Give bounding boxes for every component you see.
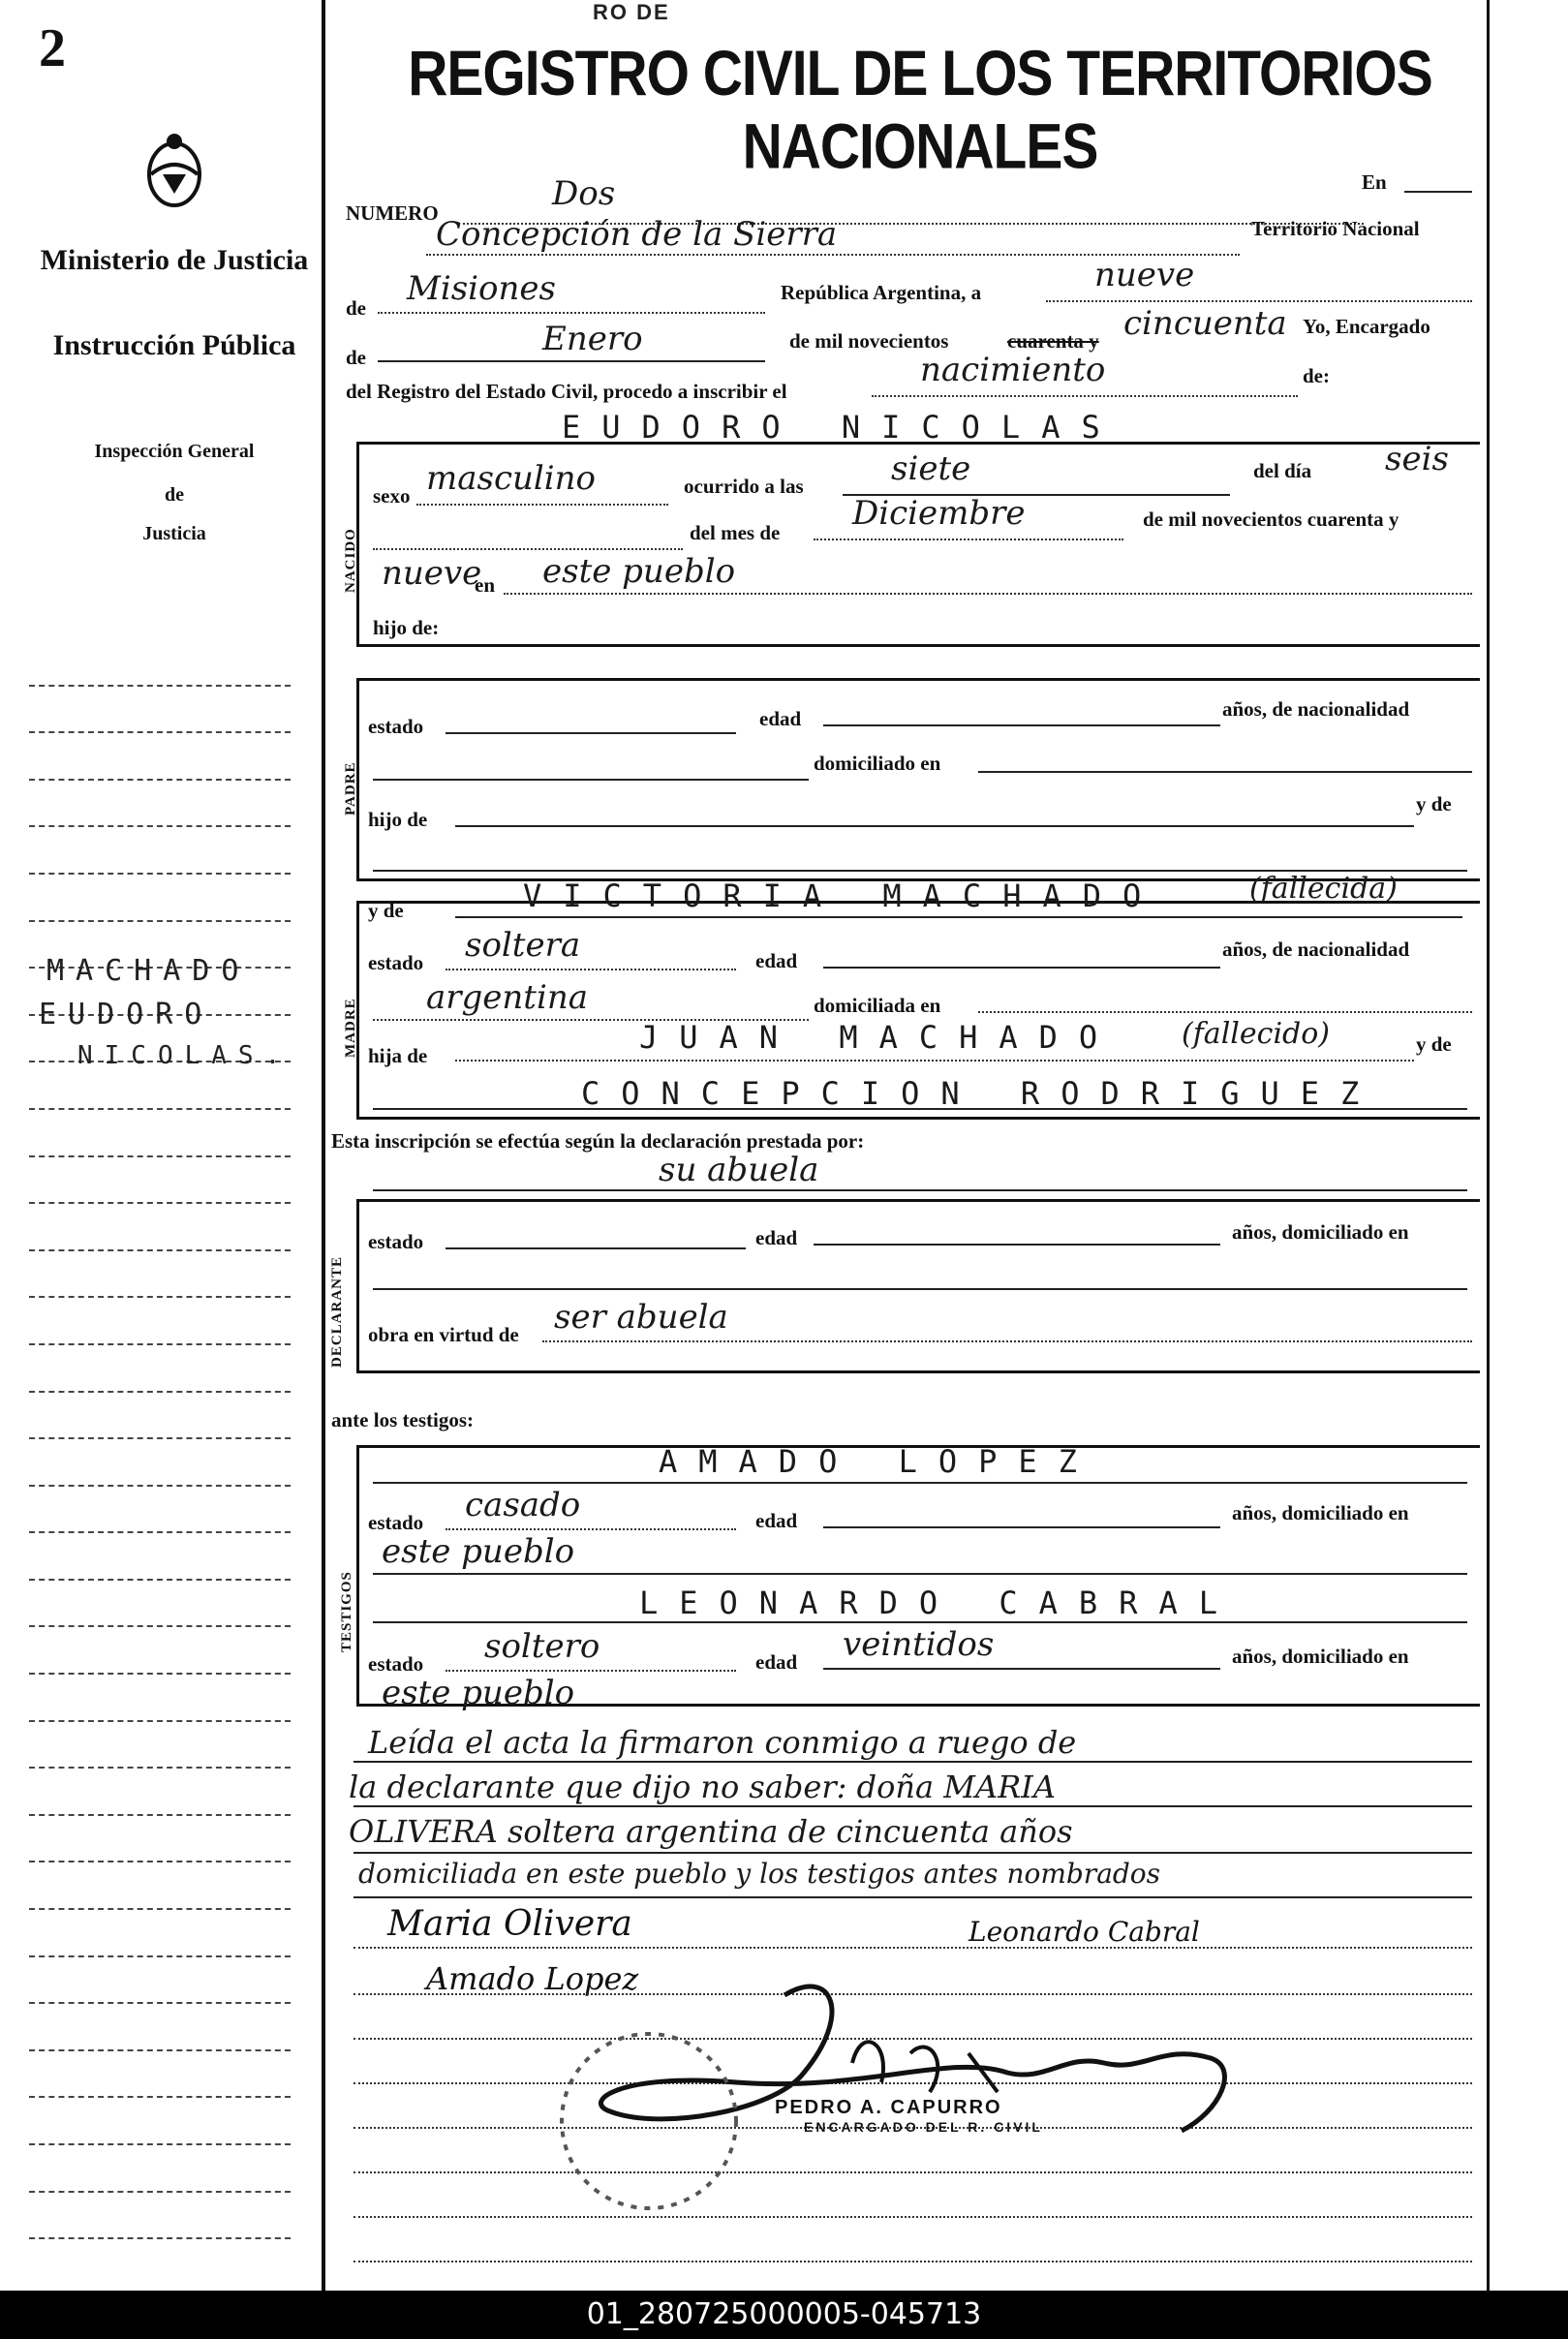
ministry-line-5: Justicia [142, 523, 206, 544]
official-title: ENCARGADO DEL R. CIVIL [804, 2119, 1043, 2135]
top-stamp: RO DE [593, 0, 670, 24]
madre-hija-label: hija de [368, 1044, 428, 1067]
nacido-section-label: NACIDO [343, 528, 358, 593]
witness1-domicilio: este pueblo [382, 1532, 575, 1571]
seal-stamp-icon [552, 2015, 746, 2228]
month-value: Enero [542, 320, 643, 358]
signature-maria-olivera: Maria Olivera [387, 1904, 632, 1944]
margin-divider [322, 0, 325, 2291]
madre-edad-label: edad [755, 949, 798, 972]
declarante-name: su abuela [659, 1151, 819, 1189]
mes-label: del mes de [690, 521, 781, 544]
madre-estado-label: estado [368, 951, 424, 974]
madre-nacionalidad-value: argentina [426, 978, 589, 1017]
numero-value: Dos [552, 174, 616, 213]
closing-line-4: domiciliada en este pueblo y los testigos antes nombrados [358, 1858, 1161, 1890]
registro-label: del Registro del Estado Civil, procedo a inscribir el [346, 380, 787, 403]
official-name: PEDRO A. CAPURRO [775, 2097, 1002, 2118]
yo-label: Yo, Encargado [1303, 315, 1430, 338]
margin-given-name: EUDORO [39, 998, 214, 1031]
act-value: nacimiento [920, 351, 1106, 389]
coat-of-arms-icon [136, 126, 213, 213]
signature-amado-lopez: Amado Lopez [426, 1960, 639, 1997]
declarante-estado-label: estado [368, 1230, 424, 1253]
witness2-edad-value: veintidos [843, 1625, 995, 1664]
madre-domiciliada-label: domiciliada en [814, 994, 941, 1017]
padre-domiciliado-label: domiciliado en [814, 752, 941, 775]
padre-hijo-label: hijo de [368, 808, 428, 831]
nacido-year-label: de mil novecientos cuarenta y [1143, 508, 1399, 531]
madre-anos-label: años, de nacionalidad [1222, 938, 1410, 961]
witness2-domicilio: este pueblo [382, 1674, 575, 1712]
dia-label: del día [1253, 459, 1312, 482]
madre-name: VICTORIA MACHADO [523, 877, 1163, 914]
witness2-estado-label: estado [368, 1652, 424, 1676]
witness2-edad-label: edad [755, 1650, 798, 1674]
lugar-value: este pueblo [542, 552, 736, 591]
padre-estado-label: estado [368, 715, 424, 738]
closing-line-3: OLIVERA soltera argentina de cincuenta años [349, 1813, 1073, 1850]
page-number: 2 [39, 18, 66, 78]
hora-value: siete [891, 449, 971, 488]
declarante-section-label: DECLARANTE [329, 1255, 345, 1368]
signature-leonardo-cabral: Leonardo Cabral [968, 1916, 1200, 1948]
dia-value: seis [1385, 440, 1449, 478]
document-id-footer: 01_280725000005-045713 [0, 2291, 1568, 2339]
margin-ruled-lines [29, 639, 291, 2239]
witness1-anos-label: años, domiciliado en [1232, 1501, 1409, 1524]
declarante-edad-label: edad [755, 1226, 798, 1249]
ministry-line-1: Ministerio de Justicia [40, 244, 309, 276]
madre-father-name: JUAN MACHADO [639, 1019, 1120, 1056]
witness1-edad-label: edad [755, 1509, 798, 1532]
margin-surname: MACHADO [46, 954, 251, 988]
ocurrido-label: ocurrido a las [684, 475, 804, 498]
margin-middle-name: NICOLAS. [77, 1041, 292, 1070]
official-stamp [775, 2097, 1043, 2135]
declarante-obra-value: ser abuela [554, 1298, 728, 1337]
witness2-estado-value: soltero [484, 1627, 600, 1666]
territory-value: Misiones [407, 269, 556, 308]
day-value: nueve [1094, 256, 1195, 294]
page-right-edge [1487, 0, 1490, 2291]
struck-value: cuarenta y [1007, 329, 1099, 353]
madre-father-note: (fallecido) [1182, 1017, 1331, 1051]
madre-mother-name: CONCEPCION RODRIGUEZ [581, 1075, 1381, 1112]
testigos-intro: ante los testigos: [331, 1408, 474, 1431]
madre-estado-value: soltera [465, 926, 581, 965]
closing-line-1: Leída el acta la firmaron conmigo a ruego de [368, 1724, 1077, 1761]
witness1-estado-value: casado [465, 1486, 581, 1524]
padre-anos-label: años, de nacionalidad [1222, 697, 1410, 721]
madre-y-de2-label: y de [1416, 1032, 1452, 1056]
document-title: REGISTRO CIVIL DE LOS TERRITORIOS NACIONALES [408, 38, 1432, 183]
ministry-line-2: Instrucción Pública [52, 329, 296, 361]
witness2-anos-label: años, domiciliado en [1232, 1645, 1409, 1668]
territorio-label: Territorio Nacional [1251, 217, 1420, 240]
ministry-line-3: Inspección General [94, 441, 255, 462]
nacido-en-label: en [475, 573, 495, 597]
declarante-obra-label: obra en virtud de [368, 1323, 519, 1346]
sexo-label: sexo [373, 484, 411, 508]
nacido-year-value: nueve [382, 554, 482, 593]
witness1-name: AMADO LOPEZ [659, 1443, 1098, 1480]
padre-edad-label: edad [759, 707, 802, 730]
madre-name-note: (fallecida) [1249, 872, 1398, 906]
ministry-line-4: de [165, 484, 184, 506]
nacido-hijo-label: hijo de: [373, 616, 440, 639]
en-label: En [1362, 170, 1387, 194]
de2-label: de [346, 346, 366, 369]
left-margin [0, 0, 322, 2291]
numero-label: NUMERO [346, 201, 439, 225]
de3-label: de: [1303, 364, 1330, 387]
madre-section-label: MADRE [343, 998, 358, 1058]
witness1-estado-label: estado [368, 1511, 424, 1534]
padre-section-label: PADRE [343, 761, 358, 816]
padre-y-de-label: y de [1416, 792, 1452, 816]
year-label: de mil novecientos [789, 329, 949, 353]
madre-y-de-label: y de [368, 899, 404, 922]
testigos-section-label: TESTIGOS [339, 1571, 354, 1652]
nacido-name: EUDORO NICOLAS [562, 409, 1122, 446]
witness2-name: LEONARDO CABRAL [639, 1585, 1239, 1621]
sexo-value: masculino [426, 459, 597, 498]
year-value: cincuenta [1123, 304, 1287, 343]
de-label: de [346, 296, 366, 320]
declarante-anos-label: años, domiciliado en [1232, 1220, 1409, 1244]
place-value: Concepción de la Sierra [436, 215, 838, 254]
mes-value: Diciembre [852, 494, 1026, 533]
declarante-intro: Esta inscripción se efectúa según la declaración prestada por: [331, 1129, 865, 1153]
closing-line-2: la declarante que dijo no saber: doña MARIA [349, 1769, 1056, 1805]
republica-label: República Argentina, a [781, 281, 982, 304]
